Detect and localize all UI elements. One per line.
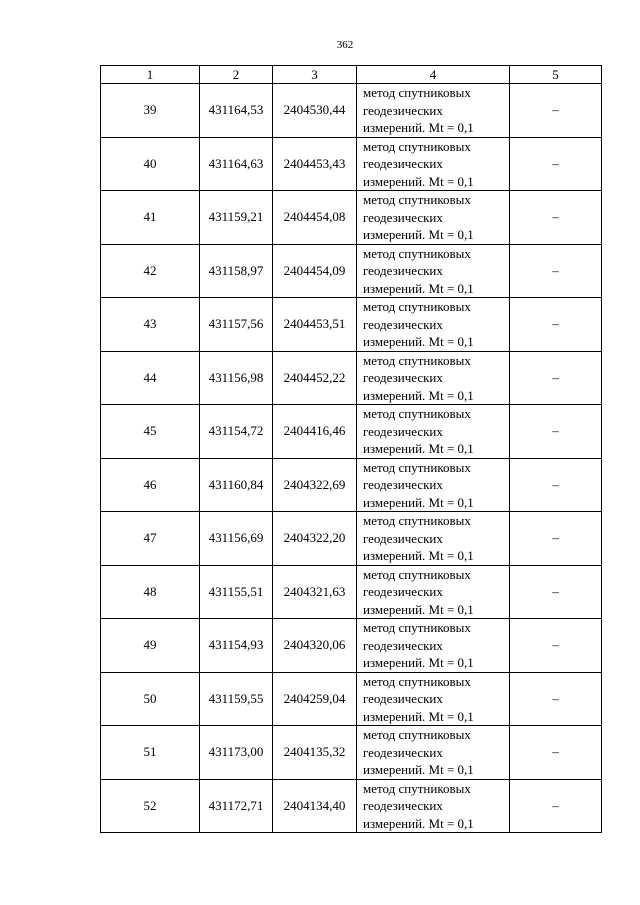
- column-5-cell: –: [510, 565, 602, 619]
- x-coordinate-cell: 431173,00: [200, 726, 273, 780]
- x-coordinate-cell: 431164,53: [200, 84, 273, 138]
- header-col-2: 2: [200, 66, 273, 84]
- table-row: [101, 137, 602, 191]
- column-5-cell: –: [510, 405, 602, 459]
- point-number-cell: 46: [101, 458, 200, 512]
- table-row: [101, 405, 602, 459]
- method-cell: метод спутниковых геодезических измерений. Mt = 0,1: [357, 779, 510, 833]
- table-row: [101, 512, 602, 566]
- y-coordinate-cell: 2404321,63: [273, 565, 357, 619]
- x-coordinate-cell: 431154,93: [200, 619, 273, 673]
- table-row: [101, 191, 602, 245]
- point-number-cell: 48: [101, 565, 200, 619]
- y-coordinate-cell: 2404454,09: [273, 244, 357, 298]
- x-coordinate-cell: 431160,84: [200, 458, 273, 512]
- table-row: [101, 672, 602, 726]
- method-cell: метод спутниковых геодезических измерений. Mt = 0,1: [357, 512, 510, 566]
- x-coordinate-cell: 431156,69: [200, 512, 273, 566]
- method-cell: метод спутниковых геодезических измерений. Mt = 0,1: [357, 726, 510, 780]
- method-cell: метод спутниковых геодезических измерений. Mt = 0,1: [357, 351, 510, 405]
- column-5-cell: –: [510, 458, 602, 512]
- column-5-cell: –: [510, 512, 602, 566]
- point-number-cell: 44: [101, 351, 200, 405]
- column-5-cell: –: [510, 779, 602, 833]
- point-number-cell: 47: [101, 512, 200, 566]
- column-5-cell: –: [510, 191, 602, 245]
- x-coordinate-cell: 431164,63: [200, 137, 273, 191]
- column-5-cell: –: [510, 619, 602, 673]
- x-coordinate-cell: 431172,71: [200, 779, 273, 833]
- column-5-cell: –: [510, 137, 602, 191]
- table-row: [101, 458, 602, 512]
- table-row: [101, 84, 602, 138]
- y-coordinate-cell: 2404134,40: [273, 779, 357, 833]
- method-cell: метод спутниковых геодезических измерений. Mt = 0,1: [357, 191, 510, 245]
- method-cell: метод спутниковых геодезических измерений. Mt = 0,1: [357, 405, 510, 459]
- table-row: [101, 244, 602, 298]
- column-5-cell: –: [510, 84, 602, 138]
- method-cell: метод спутниковых геодезических измерений. Mt = 0,1: [357, 458, 510, 512]
- header-col-1: 1: [101, 66, 200, 84]
- method-cell: метод спутниковых геодезических измерений. Mt = 0,1: [357, 672, 510, 726]
- column-5-cell: –: [510, 244, 602, 298]
- point-number-cell: 45: [101, 405, 200, 459]
- point-number-cell: 41: [101, 191, 200, 245]
- header-col-4: 4: [357, 66, 510, 84]
- header-col-3: 3: [273, 66, 357, 84]
- y-coordinate-cell: 2404320,06: [273, 619, 357, 673]
- point-number-cell: 42: [101, 244, 200, 298]
- y-coordinate-cell: 2404416,46: [273, 405, 357, 459]
- y-coordinate-cell: 2404530,44: [273, 84, 357, 138]
- column-5-cell: –: [510, 351, 602, 405]
- y-coordinate-cell: 2404322,20: [273, 512, 357, 566]
- method-cell: метод спутниковых геодезических измерений. Mt = 0,1: [357, 619, 510, 673]
- page-number: 362: [336, 39, 354, 51]
- x-coordinate-cell: 431154,72: [200, 405, 273, 459]
- table-row: [101, 726, 602, 780]
- point-number-cell: 39: [101, 84, 200, 138]
- column-5-cell: –: [510, 672, 602, 726]
- y-coordinate-cell: 2404453,51: [273, 298, 357, 352]
- y-coordinate-cell: 2404135,32: [273, 726, 357, 780]
- header-col-5: 5: [510, 66, 602, 84]
- method-cell: метод спутниковых геодезических измерений. Mt = 0,1: [357, 137, 510, 191]
- point-number-cell: 52: [101, 779, 200, 833]
- point-number-cell: 50: [101, 672, 200, 726]
- point-number-cell: 49: [101, 619, 200, 673]
- table-row: [101, 619, 602, 673]
- table-row: [101, 565, 602, 619]
- x-coordinate-cell: 431156,98: [200, 351, 273, 405]
- y-coordinate-cell: 2404259,04: [273, 672, 357, 726]
- table-row: [101, 351, 602, 405]
- point-number-cell: 43: [101, 298, 200, 352]
- method-cell: метод спутниковых геодезических измерений. Mt = 0,1: [357, 244, 510, 298]
- header-row: [101, 66, 602, 84]
- x-coordinate-cell: 431157,56: [200, 298, 273, 352]
- column-5-cell: –: [510, 298, 602, 352]
- y-coordinate-cell: 2404322,69: [273, 458, 357, 512]
- y-coordinate-cell: 2404453,43: [273, 137, 357, 191]
- x-coordinate-cell: 431159,21: [200, 191, 273, 245]
- x-coordinate-cell: 431158,97: [200, 244, 273, 298]
- method-cell: метод спутниковых геодезических измерений. Mt = 0,1: [357, 84, 510, 138]
- point-number-cell: 51: [101, 726, 200, 780]
- x-coordinate-cell: 431159,55: [200, 672, 273, 726]
- coordinates-table: [100, 65, 602, 833]
- method-cell: метод спутниковых геодезических измерений. Mt = 0,1: [357, 298, 510, 352]
- table-row: [101, 298, 602, 352]
- y-coordinate-cell: 2404452,22: [273, 351, 357, 405]
- x-coordinate-cell: 431155,51: [200, 565, 273, 619]
- method-cell: метод спутниковых геодезических измерений. Mt = 0,1: [357, 565, 510, 619]
- y-coordinate-cell: 2404454,08: [273, 191, 357, 245]
- point-number-cell: 40: [101, 137, 200, 191]
- table-row: [101, 779, 602, 833]
- column-5-cell: –: [510, 726, 602, 780]
